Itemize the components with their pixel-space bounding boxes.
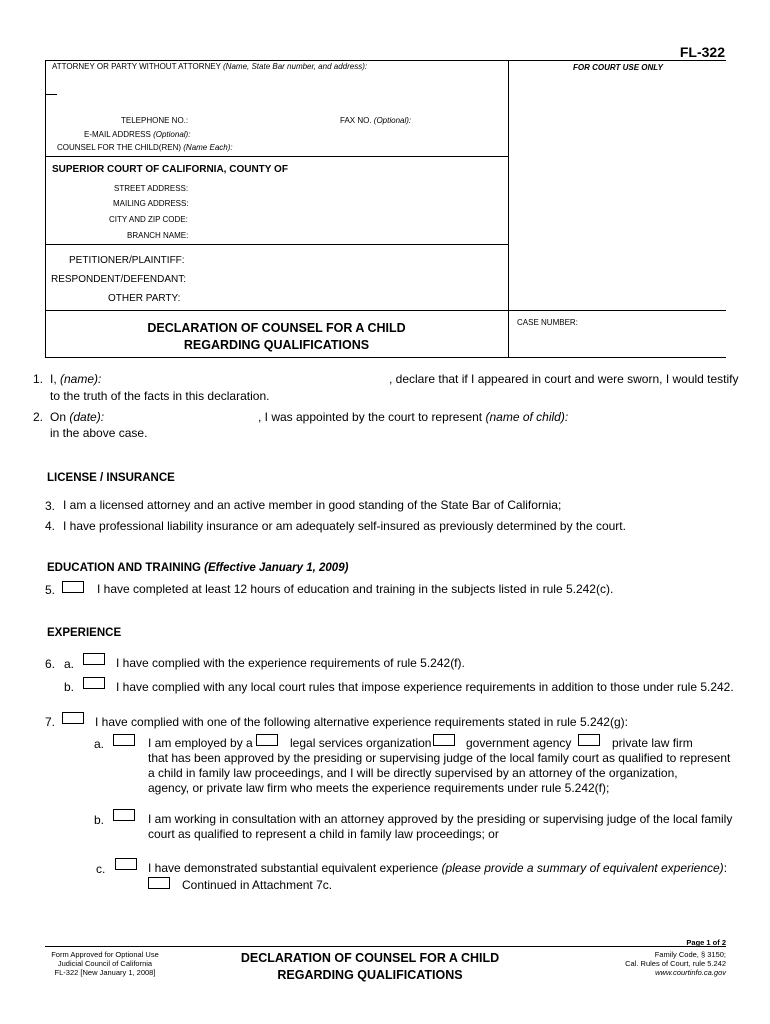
item-1-pre-text: I, (50, 372, 57, 386)
item-2-pre (50, 409, 104, 425)
education-effective-date: (Effective January 1, 2009) (204, 562, 349, 574)
form-title-line-2: REGARDING QUALIFICATIONS (183, 338, 370, 352)
item-2-date-label: (date): (69, 410, 105, 424)
item-7a-pre: I am employed by a (148, 736, 253, 750)
email-label-text: E-MAIL ADDRESS (84, 130, 151, 139)
counsel-hint: (Name Each): (183, 143, 233, 152)
item-3-number: 3. (45, 499, 56, 513)
item-2-mid (258, 409, 568, 425)
item-7a-line-2: that has been approved by the presiding or supervising judge of the local family court as qualified to represent (148, 751, 731, 765)
fax-hint: (Optional): (373, 116, 412, 125)
item-7c-text-italic: (please provide a summary of equivalent experience) (441, 861, 724, 875)
parties-section-border (45, 310, 726, 311)
footer-form-rev: FL-322 [New January 1, 2008] (54, 968, 156, 977)
attorney-hint: (Name, State Bar number, and address): (223, 62, 368, 71)
item-6-number: 6. (45, 657, 56, 671)
counsel-label-text: COUNSEL FOR THE CHILD(REN) (57, 143, 182, 152)
branch-label: BRANCH NAME: (127, 231, 189, 240)
telephone-label: TELEPHONE NO.: (121, 116, 189, 125)
case-number-label: CASE NUMBER: (517, 318, 578, 327)
item-6b-text: I have complied with any local court rules that impose experience requirements in addition to those under rule 5.242. (116, 680, 734, 694)
item-7a-letter: a. (94, 737, 105, 751)
item-7c-colon: : (723, 861, 728, 875)
item-6a-text: I have complied with the experience requirements of rule 5.242(f). (116, 656, 465, 670)
respondent-label: RESPONDENT/DEFENDANT: (51, 274, 187, 285)
legal-services-label: legal services organization (290, 736, 432, 750)
page-number: Page 1 of 2 (686, 938, 726, 947)
court-use-label: FOR COURT USE ONLY (573, 63, 663, 72)
education-heading (47, 562, 348, 574)
form-title-line-1: DECLARATION OF COUNSEL FOR A CHILD (147, 321, 406, 335)
item-5-number: 5. (45, 583, 56, 597)
footer-family-code: Family Code, § 3150; (654, 950, 726, 959)
item-2-pre-text: On (50, 410, 67, 424)
footer-right (546, 950, 726, 977)
street-label: STREET ADDRESS: (114, 184, 189, 193)
item-5-text: I have completed at least 12 hours of education and training in the subjects listed in rule 5.242(c). (97, 582, 614, 596)
item-7b-checkbox[interactable] (113, 809, 135, 821)
form-number: FL-322 (679, 44, 725, 60)
city-zip-label: CITY AND ZIP CODE: (109, 215, 188, 224)
footer-left (40, 950, 170, 977)
legal-services-checkbox[interactable] (256, 734, 278, 746)
item-7c-text (148, 860, 727, 876)
item-2-number: 2. (33, 410, 44, 424)
attachment-7c-label: Continued in Attachment 7c. (182, 878, 333, 892)
footer-title (210, 950, 530, 984)
private-law-firm-checkbox[interactable] (578, 734, 600, 746)
title-section-border (45, 357, 726, 358)
item-4-text: I have professional liability insurance or am adequately self-insured as previously determined by the court. (63, 519, 626, 533)
education-heading-text: EDUCATION AND TRAINING (47, 562, 201, 574)
footer-title-line-1: DECLARATION OF COUNSEL FOR A CHILD (240, 951, 500, 965)
court-label: SUPERIOR COURT OF CALIFORNIA, COUNTY OF (52, 164, 288, 175)
footer-rules: Cal. Rules of Court, rule 5.242 (625, 959, 726, 968)
item-6b-letter: b. (64, 680, 75, 694)
email-hint: (Optional): (153, 130, 191, 139)
court-use-divider (508, 60, 509, 357)
item-1-pre (50, 371, 101, 387)
item-6a-letter: a. (64, 657, 75, 671)
item-2-child-label: (name of child): (485, 410, 569, 424)
form-title (45, 320, 508, 354)
footer-approved: Form Approved for Optional Use (51, 950, 159, 959)
item-7b-line-1: I am working in consultation with an attorney approved by the presiding or supervising judge of the local family (148, 812, 733, 826)
petitioner-label: PETITIONER/PLAINTIFF: (69, 255, 185, 266)
footer-website-link[interactable]: www.courtinfo.ca.gov (655, 968, 726, 977)
email-label (84, 130, 190, 139)
item-7a-line-4: agency, or private law firm who meets the experience requirements under rule 5.242(f); (148, 781, 610, 795)
attorney-label (52, 62, 367, 71)
other-party-label: OTHER PARTY: (108, 293, 181, 304)
item-3-text: I am a licensed attorney and an active member in good standing of the State Bar of California; (63, 498, 562, 512)
fax-label (340, 116, 411, 125)
header-top-border (45, 60, 726, 61)
experience-heading: EXPERIENCE (47, 627, 122, 639)
license-heading: LICENSE / INSURANCE (47, 472, 175, 484)
attorney-label-text: ATTORNEY OR PARTY WITHOUT ATTORNEY (52, 62, 221, 71)
item-2-mid-text: , I was appointed by the court to represent (258, 410, 483, 424)
item-7c-checkbox[interactable] (115, 858, 137, 870)
item-1-name-label: (name): (60, 372, 102, 386)
item-7-text: I have complied with one of the following alternative experience requirements stated in rule 5.242(g): (95, 715, 628, 729)
item-1-number: 1. (33, 372, 44, 386)
item-7b-line-2: court as qualified to represent a child in family law proceedings; or (148, 827, 499, 841)
attachment-7c-checkbox[interactable] (148, 877, 170, 889)
item-1-post: , declare that if I appeared in court and were sworn, I would testify (389, 372, 739, 386)
attorney-section-border (45, 156, 508, 157)
counsel-label (57, 143, 233, 152)
item-7b-letter: b. (94, 813, 105, 827)
government-agency-label: government agency (466, 736, 572, 750)
item-7a-line-3: a child in family law proceedings, and I will be directly supervised by an attorney of the organization, (148, 766, 678, 780)
header-left-border (45, 60, 46, 357)
item-7-number: 7. (45, 715, 56, 729)
item-1-line-2: to the truth of the facts in this declaration. (50, 389, 270, 403)
private-law-firm-label: private law firm (612, 736, 693, 750)
item-7c-letter: c. (96, 862, 106, 876)
footer-border (45, 946, 726, 947)
fax-label-text: FAX NO. (340, 116, 372, 125)
footer-council: Judicial Council of California (57, 959, 153, 968)
short-rule (45, 94, 57, 95)
item-7c-text-pre: I have demonstrated substantial equivalent experience (148, 861, 439, 875)
item-6a-checkbox[interactable] (83, 653, 105, 665)
item-5-checkbox[interactable] (62, 581, 84, 593)
item-7-checkbox[interactable] (62, 712, 84, 724)
court-section-border (45, 244, 508, 245)
item-4-number: 4. (45, 519, 56, 533)
footer-title-line-2: REGARDING QUALIFICATIONS (277, 968, 463, 982)
item-7a-checkbox[interactable] (113, 734, 135, 746)
government-agency-checkbox[interactable] (433, 734, 455, 746)
mailing-label: MAILING ADDRESS: (113, 199, 189, 208)
item-6b-checkbox[interactable] (83, 677, 105, 689)
item-2-line-2: in the above case. (50, 426, 148, 440)
